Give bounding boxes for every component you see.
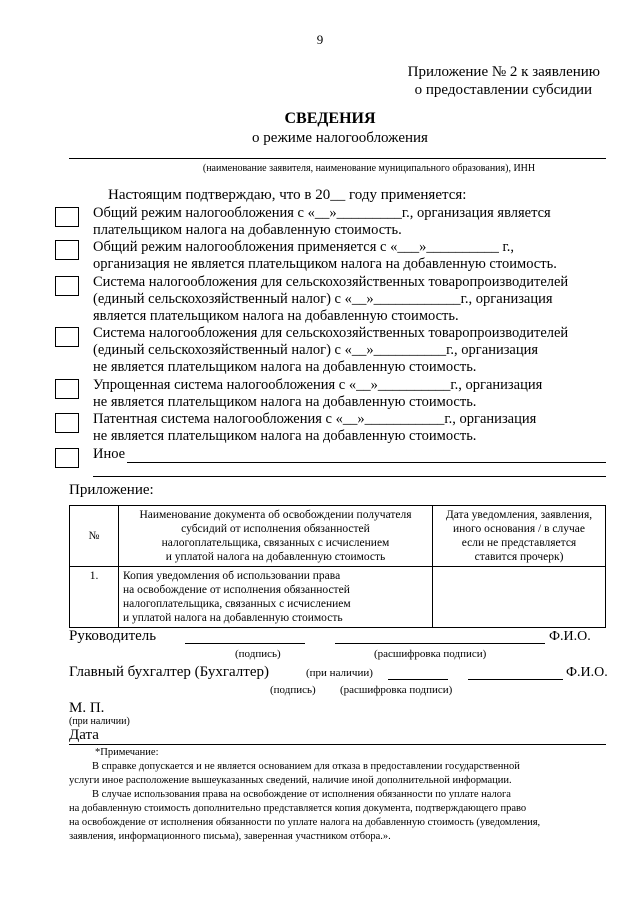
checkbox-general-non-vat[interactable] bbox=[55, 240, 79, 260]
option-simplified: Упрощенная система налогообложения с «__»__________г., организация не является плательщиком налога на добавленную стоимость. bbox=[93, 377, 543, 410]
option-patent: Патентная система налогообложения с «__»___________г., организация не является плательщиком налога на добавленную стоимость. bbox=[93, 411, 537, 444]
accountant-if-any: (при наличии) bbox=[306, 667, 373, 679]
attachment-table bbox=[69, 505, 606, 628]
checkbox-esn-non-vat[interactable] bbox=[55, 327, 79, 347]
table-row bbox=[70, 567, 606, 628]
attachment-label: Приложение: bbox=[69, 482, 154, 498]
applicant-caption: (наименование заявителя, наименование муниципального образования), ИНН bbox=[202, 163, 536, 174]
head-sign-caption: (подпись) bbox=[235, 648, 281, 660]
note-line-1: В справке допускается и не является основанием для отказа в предоставлении государственной bbox=[92, 761, 520, 772]
head-decode-caption: (расшифровка подписи) bbox=[374, 648, 487, 660]
checkbox-simplified[interactable] bbox=[55, 379, 79, 399]
accountant-sign-line[interactable] bbox=[388, 679, 448, 680]
checkbox-other[interactable] bbox=[55, 448, 79, 468]
appendix-line-1: Приложение № 2 к заявлению bbox=[407, 64, 600, 80]
row-document: Копия уведомления об использовании права на освобождение от исполнения обязанностей налогоплательщика, связанных с исчислением и уплатой налога на добавленную стоимость bbox=[119, 567, 433, 628]
checkbox-esn-vat-payer[interactable] bbox=[55, 276, 79, 296]
header-date: Дата уведомления, заявления, иного основания / в случае если не представляется ставится прочерк) bbox=[433, 506, 606, 567]
appendix-line-2: о предоставлении субсидии bbox=[414, 82, 592, 98]
other-input-line[interactable] bbox=[127, 462, 606, 463]
table-header-row bbox=[70, 506, 606, 567]
option-esn-vat-payer: Система налогообложения для сельскохозяйственных товаропроизводителей (единый сельскохозяйственный налог) с «__»____________г., организация является плательщиком налога на добавленную стоимость. bbox=[93, 274, 569, 324]
note-line-3: В случае использования права на освобождение от исполнения обязанности по уплате налога bbox=[92, 789, 511, 800]
head-sign-line[interactable] bbox=[185, 643, 305, 644]
accountant-decode-caption: (расшифровка подписи) bbox=[340, 684, 453, 696]
accountant-sign-caption: (подпись) bbox=[270, 684, 316, 696]
date-label: Дата bbox=[69, 727, 99, 743]
head-decode-line[interactable] bbox=[335, 643, 545, 644]
note-line-2: услуги иное расположение вышеуказанных сведений, наличие иной дополнительной информации. bbox=[69, 775, 512, 786]
checkbox-patent[interactable] bbox=[55, 413, 79, 433]
head-fio: Ф.И.О. bbox=[549, 629, 591, 644]
note-line-4: на добавленную стоимость дополнительно представляется копия документа, подтверждающего право bbox=[69, 803, 527, 814]
row-num: 1. bbox=[70, 567, 119, 628]
stamp-label: М. П. bbox=[69, 700, 105, 716]
date-line[interactable] bbox=[69, 744, 606, 745]
note-line-5: на освобождение от исполнения обязанности по уплате налога на добавленную стоимость (уведомления, bbox=[69, 817, 541, 828]
applicant-line bbox=[69, 158, 606, 159]
stamp-if-any: (при наличии) bbox=[69, 716, 130, 727]
accountant-fio: Ф.И.О. bbox=[566, 665, 608, 680]
row-date[interactable] bbox=[433, 567, 606, 628]
option-other: Иное bbox=[93, 446, 126, 462]
intro-text: Настоящим подтверждаю, что в 20__ году применяется: bbox=[108, 187, 467, 203]
accountant-label: Главный бухгалтер (Бухгалтер) bbox=[69, 664, 269, 680]
page-number: 9 bbox=[316, 32, 324, 47]
header-num: № bbox=[70, 506, 119, 567]
document-subtitle: о режиме налогообложения bbox=[252, 130, 428, 146]
other-input-line-2[interactable] bbox=[93, 476, 606, 477]
option-esn-non-vat: Система налогообложения для сельскохозяйственных товаропроизводителей (единый сельскохозяйственный налог) с «__»__________г., организация не является плательщиком налога на добавленную стоимость. bbox=[93, 325, 569, 375]
header-document: Наименование документа об освобождении получателя субсидий от исполнения обязанностей налогоплательщика, связанных с исчислением и уплатой налога на добавленную стоимость bbox=[119, 506, 433, 567]
checkbox-general-vat-payer[interactable] bbox=[55, 207, 79, 227]
option-general-vat-payer: Общий режим налогообложения с «__»_________г., организация является плательщиком налога на добавленную стоимость. bbox=[93, 205, 551, 238]
head-label: Руководитель bbox=[69, 628, 157, 644]
option-general-non-vat: Общий режим налогообложения применяется с «___»__________ г., организация не является плательщиком налога на добавленную стоимость. bbox=[93, 239, 557, 272]
accountant-decode-line[interactable] bbox=[468, 679, 563, 680]
note-line-6: заявления, информационного письма), заверенная участником отбора.». bbox=[69, 831, 391, 842]
document-title: СВЕДЕНИЯ bbox=[284, 110, 376, 127]
note-title: *Примечание: bbox=[95, 747, 159, 758]
